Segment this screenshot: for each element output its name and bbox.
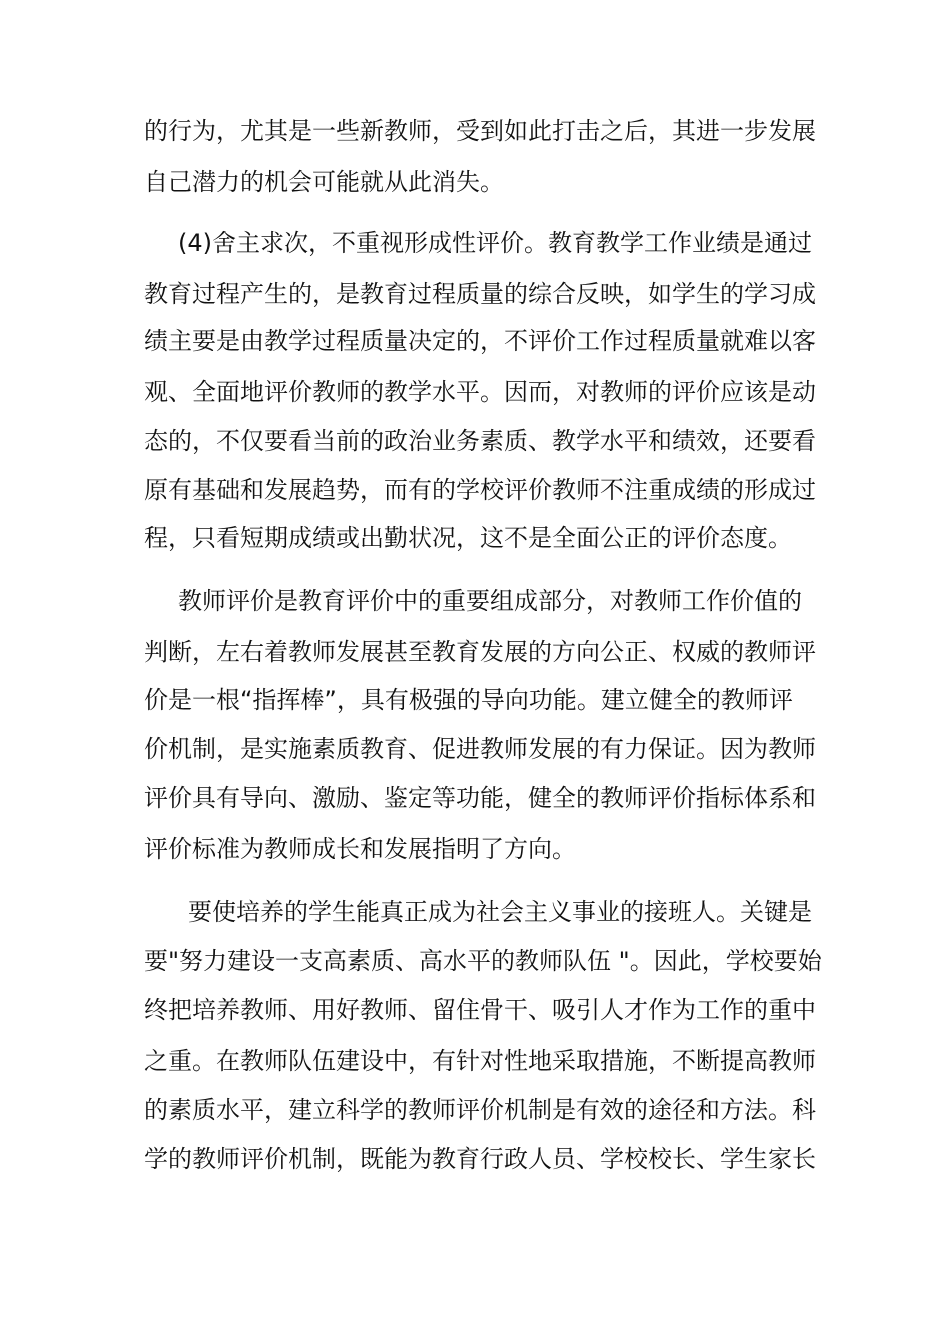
- text-line: 教育过程产生的，是教育过程质量的综合反映，如学生的学习成: [144, 280, 816, 308]
- text-line: 自己潜力的机会可能就从此消失。: [144, 168, 504, 196]
- text-line: 价是一根“指挥棒”，具有极强的导向功能。建立健全的教师评: [144, 686, 793, 714]
- text-line: 学的教师评价机制，既能为教育行政人员、学校校长、学生家长: [144, 1145, 816, 1173]
- text-line: 判断，左右着教师发展甚至教育发展的方向公正、权威的教师评: [144, 638, 816, 666]
- text-line: 观、全面地评价教师的教学水平。因而，对教师的评价应该是动: [144, 378, 816, 406]
- text-line: 终把培养教师、用好教师、留住骨干、吸引人才作为工作的重中: [144, 996, 816, 1024]
- text-line: 态的，不仅要看当前的政治业务素质、教学水平和绩效，还要看: [144, 427, 816, 455]
- text-line: 的行为，尤其是一些新教师，受到如此打击之后，其进一步发展: [144, 117, 816, 145]
- text-line: 之重。在教师队伍建设中，有针对性地采取措施，不断提高教师: [144, 1047, 816, 1075]
- text-line: 评价标准为教师成长和发展指明了方向。: [144, 835, 576, 863]
- text-line: 绩主要是由教学过程质量决定的，不评价工作过程质量就难以客: [144, 327, 816, 355]
- text-line: 价机制，是实施素质教育、促进教师发展的有力保证。因为教师: [144, 735, 816, 763]
- text-line: 评价具有导向、激励、鉴定等功能，健全的教师评价指标体系和: [144, 784, 816, 812]
- text-line: (4)舍主求次，不重视形成性评价。教育教学工作业绩是通过: [178, 229, 812, 257]
- text-line: 原有基础和发展趋势，而有的学校评价教师不注重成绩的形成过: [144, 476, 816, 504]
- text-line: 程，只看短期成绩或出勤状况，这不是全面公正的评价态度。: [144, 524, 792, 552]
- text-line: 要"努力建设一支高素质、高水平的教师队伍 "。因此，学校要始: [144, 947, 822, 975]
- text-line: 要使培养的学生能真正成为社会主义事业的接班人。关键是: [188, 898, 812, 926]
- text-line: 教师评价是教育评价中的重要组成部分，对教师工作价值的: [178, 587, 802, 615]
- text-line: 的素质水平，建立科学的教师评价机制是有效的途径和方法。科: [144, 1096, 816, 1124]
